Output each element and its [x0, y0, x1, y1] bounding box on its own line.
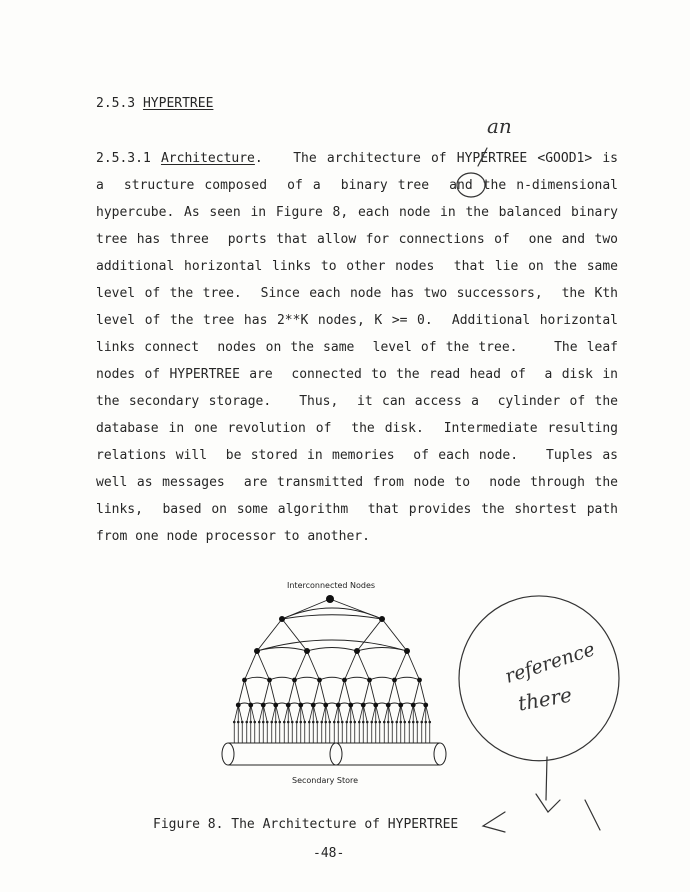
tree-edge — [257, 619, 282, 651]
horizontal-link — [282, 615, 382, 619]
figure-caption: Figure 8. The Architecture of HYPERTREE — [153, 817, 459, 832]
read-head-link — [426, 705, 430, 722]
read-head-link — [376, 705, 380, 722]
read-head — [333, 721, 336, 724]
read-head — [403, 721, 406, 724]
tree-node — [373, 703, 378, 708]
strike-mark — [478, 148, 487, 166]
paragraph-line: links, based on some algorithm that provides the shortest path — [96, 502, 618, 517]
read-head-link — [326, 705, 330, 722]
read-head — [249, 721, 252, 724]
tree-node — [242, 678, 247, 683]
tree-node — [398, 703, 403, 708]
horizontal-link — [395, 677, 420, 680]
read-head — [378, 721, 381, 724]
paragraph-line: additional horizontal links to other nodes that lie on the same — [96, 259, 618, 274]
read-head — [287, 721, 290, 724]
read-head-link — [334, 705, 338, 722]
tree-edge — [357, 619, 382, 651]
paragraph-line: 2.5.3.1 Architecture. The architecture of HYPERTREE <GOOD1> is — [96, 151, 619, 166]
secondary-store-disk — [222, 743, 446, 765]
horizontal-link — [320, 677, 345, 680]
horizontal-link — [295, 677, 320, 680]
tree-edge — [357, 651, 370, 680]
tree-node — [423, 703, 428, 708]
figure-bottom-label: Secondary Store — [292, 776, 359, 785]
read-head-link — [238, 705, 242, 722]
annotation-an: an — [487, 114, 512, 138]
annotation-note-line2: there — [516, 682, 574, 716]
read-head — [266, 721, 269, 724]
read-head — [353, 721, 356, 724]
tree-edge — [345, 651, 358, 680]
read-head — [387, 721, 390, 724]
struck-letter: E — [480, 151, 489, 166]
tree-node — [267, 678, 272, 683]
read-head — [428, 721, 431, 724]
read-head — [316, 721, 319, 724]
tree-node — [273, 703, 278, 708]
tree-node — [311, 703, 316, 708]
read-head-link — [313, 705, 317, 722]
tree-node — [326, 595, 334, 603]
paragraph-line: level of the tree has 2**K nodes, K >= 0. Additional horizontal — [96, 313, 618, 328]
tree-node — [279, 616, 285, 622]
read-head — [274, 721, 277, 724]
read-head-link — [388, 705, 392, 722]
read-head — [270, 721, 273, 724]
read-head-link — [247, 705, 251, 722]
tree-edge — [420, 680, 426, 705]
read-head — [370, 721, 373, 724]
read-head-link — [372, 705, 376, 722]
tree-node — [392, 678, 397, 683]
tree-edge — [295, 680, 301, 705]
tree-edge — [413, 680, 419, 705]
tree-node — [348, 703, 353, 708]
read-head — [391, 721, 394, 724]
paragraph-line: a structure composed of a binary tree and the n-dimensional — [96, 178, 618, 193]
read-head — [424, 721, 427, 724]
read-head-link — [363, 705, 367, 722]
tree-node — [261, 703, 266, 708]
read-head — [233, 721, 236, 724]
tree-node — [298, 703, 303, 708]
read-head — [416, 721, 419, 724]
read-head — [253, 721, 256, 724]
handwritten-annotations — [457, 148, 619, 832]
tree-node — [323, 703, 328, 708]
read-head — [337, 721, 340, 724]
tree-edge — [388, 680, 394, 705]
tree-node — [379, 616, 385, 622]
horizontal-link — [257, 640, 407, 651]
read-head — [358, 721, 361, 724]
tree-edge — [245, 651, 258, 680]
read-head-link — [359, 705, 363, 722]
read-head — [278, 721, 281, 724]
horizontal-link — [345, 677, 370, 680]
tree-edge — [370, 680, 376, 705]
read-head — [420, 721, 423, 724]
tree-node — [411, 703, 416, 708]
read-head-link — [272, 705, 276, 722]
read-head — [366, 721, 369, 724]
read-head-link — [322, 705, 326, 722]
read-head — [408, 721, 411, 724]
read-head — [237, 721, 240, 724]
tree-edge — [345, 680, 351, 705]
tree-edge — [320, 680, 326, 705]
section-title: HYPERTREE — [142, 96, 214, 111]
read-head — [349, 721, 352, 724]
read-head — [399, 721, 402, 724]
read-head — [324, 721, 327, 724]
read-head-link — [422, 705, 426, 722]
horizontal-link — [370, 677, 395, 680]
figure-top-label: Interconnected Nodes — [287, 581, 376, 590]
tree-edge — [282, 619, 307, 651]
read-head-link — [297, 705, 301, 722]
tree-edge — [382, 619, 407, 651]
note-circle — [459, 596, 619, 761]
tree-edge — [313, 680, 319, 705]
tree-edge — [288, 680, 294, 705]
read-head-link — [384, 705, 388, 722]
read-head — [258, 721, 261, 724]
read-head — [328, 721, 331, 724]
read-head — [345, 721, 348, 724]
read-head-link — [284, 705, 288, 722]
read-head — [245, 721, 248, 724]
paragraph-line: hypercube. As seen in Figure 8, each node in the balanced binary — [96, 205, 618, 220]
paragraph-line: links connect nodes on the same level of the tree. The leaf — [96, 340, 618, 355]
tree-node — [286, 703, 291, 708]
horizontal-link — [282, 608, 382, 619]
tree-edge — [270, 680, 276, 705]
read-head — [241, 721, 244, 724]
tree-node — [236, 703, 241, 708]
paragraph-line: well as messages are transmitted from node to node through the — [96, 475, 618, 490]
read-head — [374, 721, 377, 724]
read-head-link — [263, 705, 267, 722]
tree-edge — [338, 680, 344, 705]
read-head — [283, 721, 286, 724]
read-head — [299, 721, 302, 724]
read-head-link — [351, 705, 355, 722]
read-head — [341, 721, 344, 724]
circle-mark — [457, 173, 485, 197]
read-head-link — [338, 705, 342, 722]
read-head-link — [409, 705, 413, 722]
read-head-link — [413, 705, 417, 722]
read-head — [362, 721, 365, 724]
read-head-link — [401, 705, 405, 722]
tree-edge — [395, 651, 408, 680]
tree-edge — [395, 680, 401, 705]
read-head — [291, 721, 294, 724]
tree-node — [248, 703, 253, 708]
read-head — [312, 721, 315, 724]
horizontal-link — [270, 677, 295, 680]
subsection-number: 2.5.3.1 — [96, 151, 161, 166]
paragraph-line: nodes of HYPERTREE are connected to the read head of a disk in — [96, 367, 618, 382]
tree-node — [354, 648, 360, 654]
read-head — [303, 721, 306, 724]
tree-edge — [363, 680, 369, 705]
tree-node — [317, 678, 322, 683]
read-head — [262, 721, 265, 724]
read-head-link — [251, 705, 255, 722]
tree-edge — [263, 680, 269, 705]
hypertree-diagram — [233, 595, 431, 743]
read-head — [412, 721, 415, 724]
arrow-mark — [536, 757, 600, 830]
tree-node — [386, 703, 391, 708]
read-head-link — [234, 705, 238, 722]
subsection-title: Architecture — [160, 151, 255, 166]
read-head-link — [347, 705, 351, 722]
paragraph-line: the secondary storage. Thus, it can access a cylinder of the — [96, 394, 618, 409]
paragraph-line: from one node processor to another. — [96, 529, 370, 544]
horizontal-link — [245, 677, 270, 680]
tree-edge — [295, 651, 308, 680]
paragraph-line: relations will be stored in memories of each node. Tuples as — [96, 448, 618, 463]
tree-edge — [238, 680, 244, 705]
tree-node — [336, 703, 341, 708]
read-head — [383, 721, 386, 724]
caption-mark — [483, 812, 505, 832]
page-number: -48- — [313, 846, 345, 861]
tree-node — [342, 678, 347, 683]
read-head-link — [397, 705, 401, 722]
read-head — [395, 721, 398, 724]
tree-edge — [257, 651, 270, 680]
read-head — [320, 721, 323, 724]
annotation-note-line1: reference — [502, 638, 598, 688]
tree-node — [417, 678, 422, 683]
tree-edge — [307, 651, 320, 680]
horizontal-link — [307, 648, 357, 652]
tree-node — [304, 648, 310, 654]
read-head — [295, 721, 298, 724]
read-head-link — [288, 705, 292, 722]
circled-word: the — [482, 178, 507, 193]
tree-edge — [245, 680, 251, 705]
read-head-link — [276, 705, 280, 722]
read-head — [308, 721, 311, 724]
tree-node — [292, 678, 297, 683]
tree-node — [361, 703, 366, 708]
section-number: 2.5.3 — [96, 96, 143, 111]
paragraph-line: database in one revolution of the disk. Intermediate resulting — [96, 421, 618, 436]
tree-node — [404, 648, 410, 654]
tree-edge — [407, 651, 420, 680]
read-head-link — [309, 705, 313, 722]
read-head-link — [301, 705, 305, 722]
tree-node — [367, 678, 372, 683]
tree-node — [254, 648, 260, 654]
paragraph-line: level of the tree. Since each node has two successors, the Kth — [96, 286, 618, 301]
paragraph-line: tree has three ports that allow for connections of one and two — [96, 232, 618, 247]
read-head-link — [259, 705, 263, 722]
